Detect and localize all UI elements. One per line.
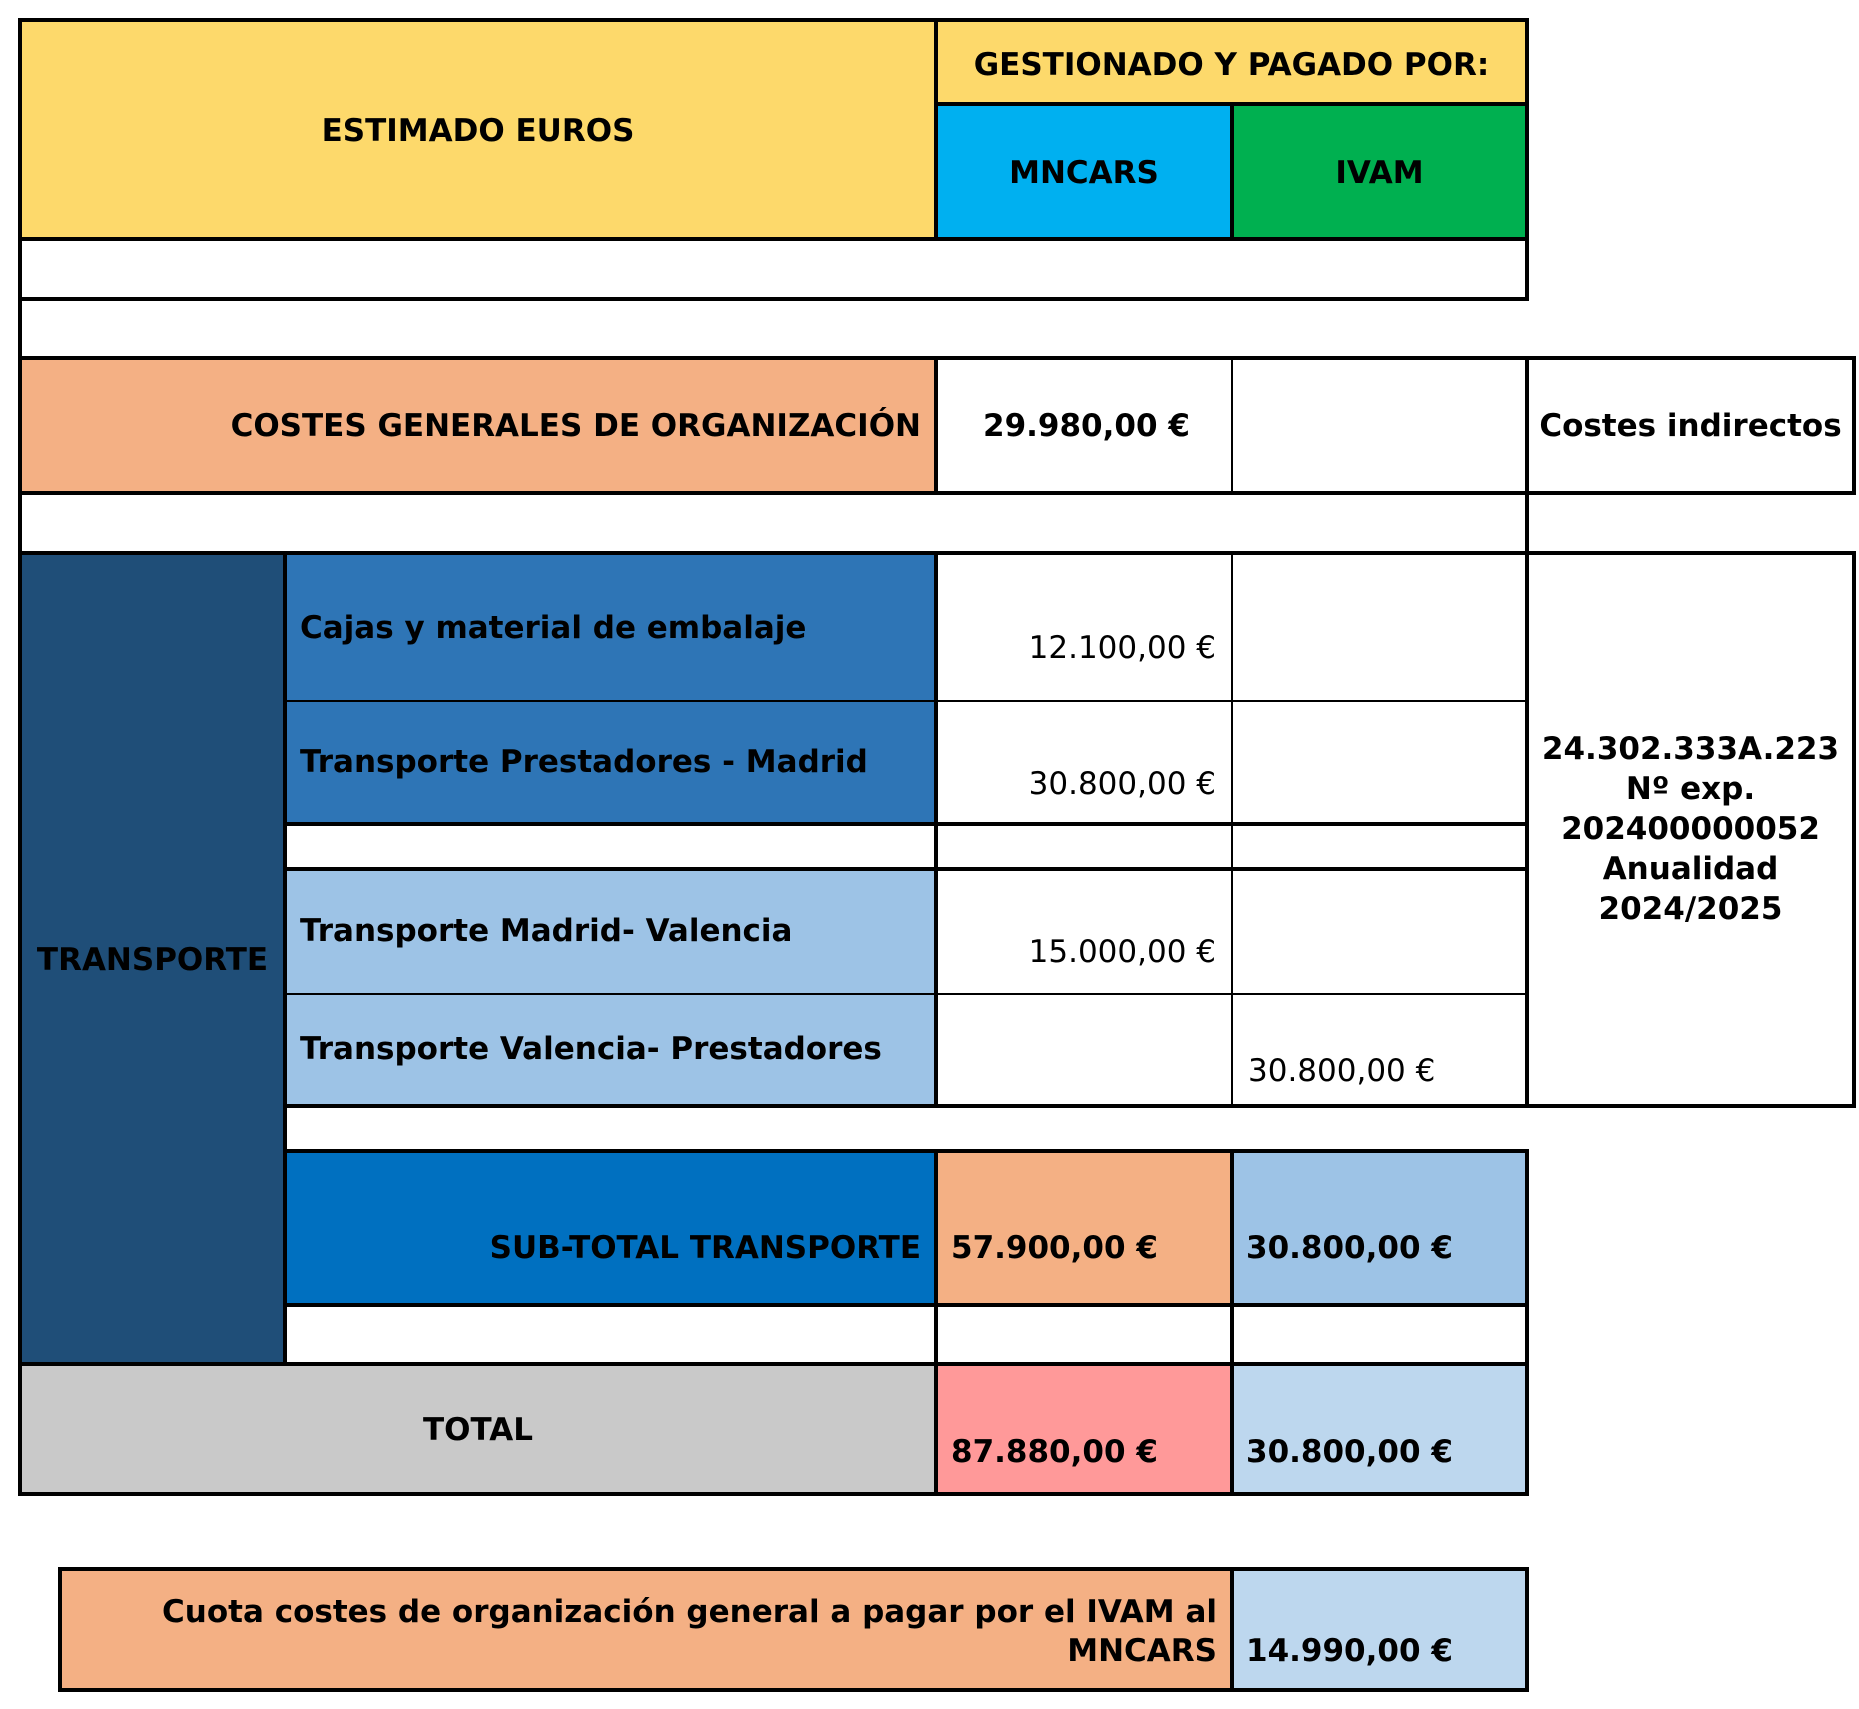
cuota-label-line-1: Cuota costes de organización general a pagar por el IVAM al <box>162 1594 1217 1630</box>
grid-line <box>283 700 1529 702</box>
grid-line <box>18 1362 1529 1366</box>
grid-line <box>58 1688 1529 1692</box>
grid-line <box>18 18 1529 22</box>
grid-line <box>1525 1149 1529 1496</box>
subtotal-label-cell <box>285 1151 936 1305</box>
row-cajas-mncars-value: 12.100,00 € <box>1028 630 1216 666</box>
grid-line <box>934 356 938 495</box>
grid-line <box>58 1567 1529 1571</box>
grid-line <box>283 1104 1856 1108</box>
grid-line <box>1230 1149 1234 1496</box>
subtotal-ivam-value: 30.800,00 € <box>1246 1230 1453 1266</box>
grid-line <box>1525 1567 1529 1692</box>
total-ivam-cell <box>1232 1364 1527 1494</box>
transporte-group-label: TRANSPORTE <box>36 942 269 978</box>
grid-line <box>1231 356 1233 495</box>
row-valencia-prestadores-ivam-value: 30.800,00 € <box>1248 1053 1436 1089</box>
grid-line <box>283 1303 1529 1307</box>
subtotal-mncars-cell <box>936 1151 1232 1305</box>
grid-line <box>283 1149 1529 1153</box>
ivam-column-header: IVAM <box>1335 155 1424 191</box>
grid-line <box>18 18 22 1496</box>
grid-line <box>283 822 1529 826</box>
grid-line <box>283 867 1529 871</box>
costes-generales-label: COSTES GENERALES DE ORGANIZACIÓN <box>230 408 921 444</box>
gestionado-header: GESTIONADO Y PAGADO POR: <box>973 47 1490 83</box>
row-madrid-valencia-mncars-value: 15.000,00 € <box>1028 934 1216 970</box>
budget-note-line-4: Anualidad <box>1602 851 1779 887</box>
row-prestadores-madrid-mncars-value: 30.800,00 € <box>1028 766 1216 802</box>
row-madrid-valencia-label: Transporte Madrid- Valencia <box>300 913 793 949</box>
costes-indirectos-note: Costes indirectos <box>1539 408 1842 444</box>
budget-note-line-3: 202400000052 <box>1561 811 1820 847</box>
row-cajas-label: Cajas y material de embalaje <box>300 610 807 646</box>
budget-note-line-1: 24.302.333A.223 <box>1541 731 1840 767</box>
budget-note-line-2: Nº exp. <box>1625 771 1756 807</box>
subtotal-mncars-value: 57.900,00 € <box>951 1230 1158 1266</box>
cuota-value-cell <box>1232 1569 1527 1690</box>
mncars-column-header: MNCARS <box>1009 155 1159 191</box>
costes-generales-mncars-value: 29.980,00 € <box>983 408 1190 444</box>
total-label: TOTAL <box>423 1412 533 1448</box>
row-valencia-prestadores-label: Transporte Valencia- Prestadores <box>300 1031 882 1067</box>
subtotal-ivam-cell <box>1232 1151 1527 1305</box>
cuota-value: 14.990,00 € <box>1246 1633 1453 1669</box>
row-prestadores-madrid-label: Transporte Prestadores - Madrid <box>300 744 868 780</box>
grid-line <box>18 1492 1529 1496</box>
total-mncars-cell <box>936 1364 1232 1494</box>
subtotal-label: SUB-TOTAL TRANSPORTE <box>489 1230 921 1266</box>
grid-line <box>1231 551 1233 1108</box>
grid-line <box>18 237 1529 241</box>
budget-note-line-5: 2024/2025 <box>1598 891 1783 927</box>
total-ivam-value: 30.800,00 € <box>1246 1434 1453 1470</box>
grid-line <box>18 297 1529 301</box>
cuota-label-line-2: MNCARS <box>1067 1633 1217 1669</box>
estimado-euros-header: ESTIMADO EUROS <box>321 113 635 149</box>
grid-line <box>283 993 1529 995</box>
total-mncars-value: 87.880,00 € <box>951 1434 1158 1470</box>
grid-line <box>1230 1567 1234 1692</box>
